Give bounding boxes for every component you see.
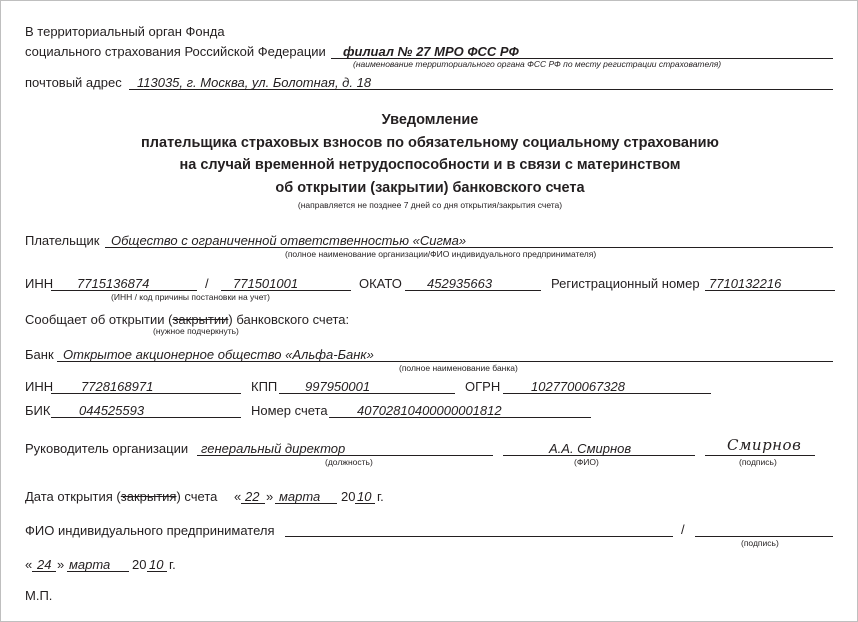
bank-ogrn-label: ОГРН	[465, 379, 501, 394]
director-fio-value: А.А. Смирнов	[549, 441, 632, 456]
notice-text: Сообщает об открытии (закрытии) банковского счета:	[25, 312, 350, 327]
sign-date-quote-open: «	[25, 557, 33, 572]
sign-date-year-prefix: 20	[132, 557, 147, 572]
open-date-month-line	[275, 503, 337, 504]
sign-date-month: марта	[69, 557, 111, 572]
payer-inn-kpp-hint: (ИНН / код причины постановки на учет)	[111, 292, 270, 302]
bank-kpp-value: 997950001	[305, 379, 371, 394]
payer-hint: (полное наименование организации/ФИО индивидуального предпринимателя)	[285, 249, 597, 259]
sign-date-day-line	[32, 571, 56, 572]
entrepreneur-slash: /	[681, 522, 685, 537]
open-date-text: Дата открытия (закрытия) счета	[25, 489, 218, 504]
open-date-year-prefix: 20	[341, 489, 356, 504]
open-date-year-line	[355, 503, 375, 504]
sign-date-year-line	[147, 571, 167, 572]
open-date-day-line	[241, 503, 265, 504]
notice-struck-closing: закрытии	[172, 312, 229, 327]
stamp-label: М.П.	[25, 588, 53, 603]
title-line3: на случай временной нетрудоспособности и в связи с материнством	[179, 157, 681, 173]
payer-reg-line	[705, 290, 835, 291]
payer-kpp-line	[221, 290, 351, 291]
sign-date-year-suffix: г.	[169, 557, 176, 572]
payer-label: Плательщик	[25, 233, 100, 248]
sign-date-month-line	[67, 571, 129, 572]
open-date-year: 10	[357, 489, 372, 504]
bank-ogrn-value: 1027700067328	[531, 379, 625, 394]
postal-line	[129, 89, 833, 90]
payer-name-value: Общество с ограниченной ответственностью «Сигма»	[111, 233, 467, 248]
bank-name-value: Открытое акционерное общество «Альфа-Банк»	[63, 347, 374, 362]
bank-bik-label: БИК	[25, 403, 51, 418]
director-position-line	[197, 455, 493, 456]
bank-account-line	[329, 417, 591, 418]
addressee-line1: В территориальный орган Фонда	[25, 24, 225, 39]
title-note: (направляется не позднее 7 дней со дня открытия/закрытия счета)	[297, 200, 563, 210]
payer-inn-value: 7715136874	[77, 276, 150, 291]
bank-hint: (полное наименование банка)	[399, 363, 518, 373]
fss-branch-hint: (наименование территориального органа ФСС РФ по месту регистрации страхователя)	[353, 59, 722, 69]
bank-bik-line	[51, 417, 241, 418]
payer-inn-kpp-slash: /	[205, 276, 209, 291]
payer-inn-line	[51, 290, 197, 291]
bank-bik-value: 044525593	[79, 403, 145, 418]
open-date-quote-close: »	[266, 489, 274, 504]
title-line2: плательщика страховых взносов по обязательному социальному страхованию	[141, 135, 719, 151]
director-position-hint: (должность)	[325, 457, 373, 467]
bank-account-value: 40702810400000001812	[357, 403, 502, 418]
bank-inn-line	[51, 393, 241, 394]
sign-date-day: 24	[37, 557, 52, 572]
addressee-line2: социального страхования Российской Федерации	[25, 44, 326, 59]
entrepreneur-signature-line	[695, 536, 833, 537]
open-date-year-suffix: г.	[377, 489, 384, 504]
bank-kpp-label: КПП	[251, 379, 278, 394]
payer-reg-value: 7710132216	[709, 276, 782, 291]
payer-inn-label: ИНН	[25, 276, 54, 291]
bank-inn-label: ИНН	[25, 379, 54, 394]
sign-date-year: 10	[149, 557, 164, 572]
director-signature-hint: (подпись)	[739, 457, 777, 467]
open-date-struck-closing: закрытия	[120, 489, 177, 504]
entrepreneur-signature-hint: (подпись)	[741, 538, 779, 548]
payer-kpp-value: 771501001	[233, 276, 299, 291]
entrepreneur-fio-line	[285, 536, 673, 537]
director-position-value: генеральный директор	[201, 441, 346, 456]
payer-reg-label: Регистрационный номер	[551, 276, 700, 291]
open-date-day: 22	[245, 489, 260, 504]
payer-okato-value: 452935663	[427, 276, 493, 291]
postal-label: почтовый адрес	[25, 75, 122, 90]
bank-ogrn-line	[503, 393, 711, 394]
title-line1: Уведомление	[381, 112, 479, 128]
bank-label: Банк	[25, 347, 54, 362]
bank-inn-value: 7728168971	[81, 379, 154, 394]
payer-line	[105, 247, 833, 248]
director-signature-line	[705, 455, 815, 456]
bank-kpp-line	[279, 393, 455, 394]
notice-hint: (нужное подчеркнуть)	[153, 326, 239, 336]
director-fio-hint: (ФИО)	[574, 457, 599, 467]
director-signature: Смирнов	[727, 436, 802, 454]
entrepreneur-label: ФИО индивидуального предпринимателя	[25, 523, 275, 538]
postal-address-value: 113035, г. Москва, ул. Болотная, д. 18	[137, 75, 372, 90]
sign-date-quote-close: »	[57, 557, 65, 572]
payer-okato-line	[405, 290, 541, 291]
director-label: Руководитель организации	[25, 441, 189, 456]
bank-account-label: Номер счета	[251, 403, 328, 418]
bank-line	[57, 361, 833, 362]
payer-okato-label: ОКАТО	[359, 276, 402, 291]
title-line4: об открытии (закрытии) банковского счета	[275, 180, 585, 196]
director-fio-line	[503, 455, 695, 456]
open-date-month: марта	[279, 489, 321, 504]
open-date-quote-open: «	[234, 489, 242, 504]
fss-branch-value: филиал № 27 МРО ФСС РФ	[343, 44, 519, 59]
